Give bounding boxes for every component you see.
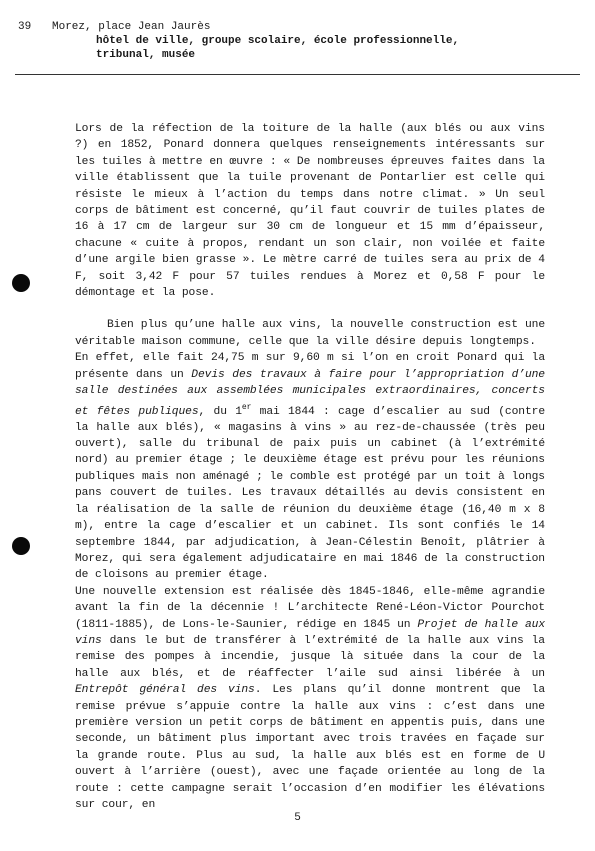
paragraph-4 bbox=[75, 584, 545, 814]
paragraph-3 bbox=[75, 350, 545, 583]
paragraph-4-text-b: dans le but de transférer à l’extrémité de la halle aux vins la remise des pompes à incendie, jusque là située dans la cour de la halle aux blés, et de réaffecter l’aile sud ainsi libérée à un bbox=[75, 634, 545, 680]
paragraph-3-title: Devis des travaux à faire pour l’appropriation d’une salle destinées aux assemblées municipales extraordinaires, concerts et fêtes publiques bbox=[75, 368, 545, 418]
header-number: 39 bbox=[18, 21, 32, 33]
page-number: 5 bbox=[294, 812, 301, 824]
header-row bbox=[18, 20, 578, 34]
paragraph-3-text-b: , du 1 bbox=[198, 405, 242, 418]
header-divider bbox=[15, 74, 580, 75]
margin-bullet-2 bbox=[12, 537, 30, 555]
margin-bullet-1 bbox=[12, 274, 30, 292]
paragraph-4-text-a: Une nouvelle extension est réalisée dès 1845-1846, elle-même agrandie avant la fin de la décennie ! L’architecte René-Léon-Victor Pourchot (1811-1885), de Lons-le-Saunier, rédige en 1845 un bbox=[75, 585, 545, 631]
document-body bbox=[75, 121, 545, 813]
page-header bbox=[18, 20, 578, 62]
paragraph-4-text-c: . Les plans qu’il donne montrent que la remise prévue s’appuie contre la halle aux vins : c’est dans une première version un petit corps de bâtiment en appentis puis, dans une seconde, un bâtiment plus important avec trois travées en façade sur la grande route. Plus au sud, la halle aux blés est en forme de U ouvert à l’arrière (ouest), avec une façade orientée au long de la route : cette campagne serait l’occasion d’en modifier les élévations sur cour, en bbox=[75, 684, 546, 812]
paragraph-4-title-2: Entrepôt général des vins bbox=[75, 684, 255, 697]
paragraph-3-text-c: mai 1844 : cage d’escalier au sud (contre la halle aux blés), « magasins à vins » au rez-de-chaussée (très peu ouvert), salle du tribunal de paix puis un cabinet (à l’extrémité nord) au premier étage ; le deuxième étage est prévu pour les réunions publiques mais non aménagé ; le comble est protégé par un toit à longs pans couvert de tuiles. Les travaux détaillés au devis consistent en la réalisation de la salle de réunion du deuxième étage (16,40 m x 8 m), entre la cage d’escalier et un cabinet. Ils sont confiés le 14 septembre 1844, par adjudication, à Jean-Célestin Benoît, plâtrier à Morez, qui sera également adjudicataire en mai 1846 de la construction de cloisons au premier étage. bbox=[75, 405, 546, 582]
paragraph-1: Lors de la réfection de la toiture de la halle (aux blés ou aux vins ?) en 1852, Ponard donnera quelques renseignements intéressants sur les tuiles à mettre en œuvre : « De nombreuses épreuves faites dans la ville établissent que la tuile provenant de Pontarlier est celle qui résiste le mieux à l’action du temps dans notre climat. » Un seul corps de bâtiment est concerné, qu’il faut couvrir de tuiles plates de 16 à 17 cm de largeur sur 30 cm de longueur et 15 mm d’épaisseur, chacune « cuite à propos, rendant un son clair, non voilée et faite d’une argile bien grasse ». Le mètre carré de tuiles sera au prix de 4 F, soit 3,42 F pour 57 tuiles rendues à Morez et 0,58 F pour le démontage et la pose. bbox=[75, 123, 545, 300]
paragraph-3-sup: er bbox=[241, 402, 252, 412]
header-subtitle-line1: hôtel de ville, groupe scolaire, école professionnelle, bbox=[96, 35, 460, 47]
header-subtitle-line2: tribunal, musée bbox=[96, 49, 196, 61]
paragraph-4-title-1: Projet de halle aux vins bbox=[75, 618, 545, 647]
paragraph-3-text-a: En effet, elle fait 24,75 m sur 9,60 m si l’on en croit Ponard qui la présente dans un bbox=[75, 352, 545, 381]
header-location: Morez, place Jean Jaurès bbox=[52, 21, 211, 33]
paragraph-2: Bien plus qu’une halle aux vins, la nouvelle construction est une véritable maison commune, celle que la ville désire depuis longtemps. bbox=[75, 319, 545, 348]
